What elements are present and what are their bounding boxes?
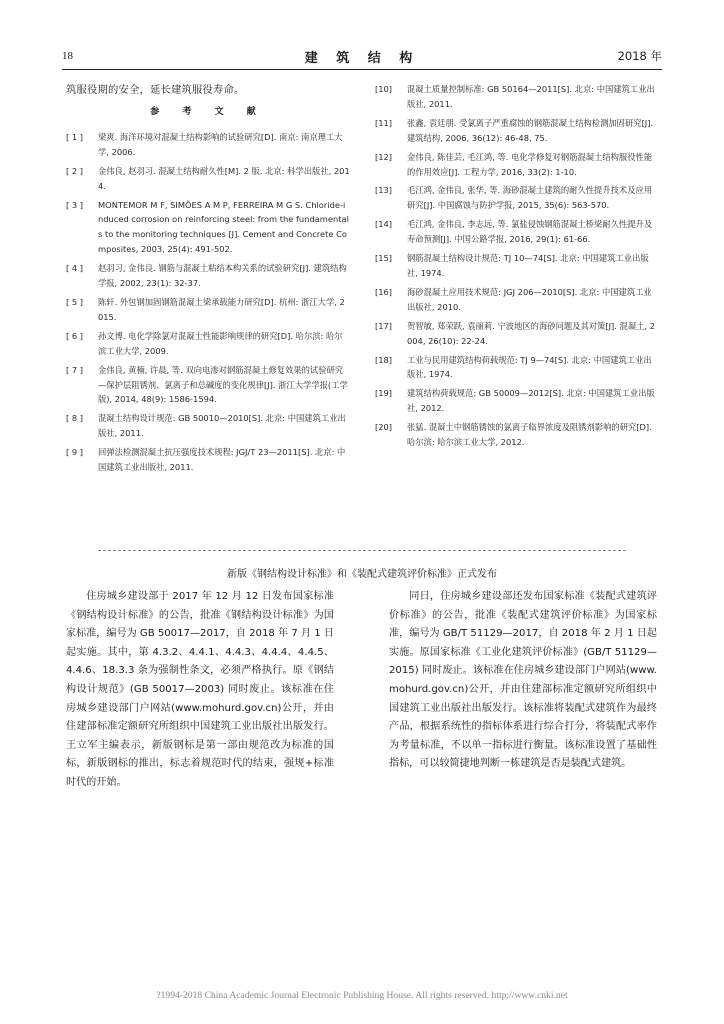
reference-number: [20] — [375, 422, 393, 433]
reference-item — [375, 285, 659, 315]
reference-item — [375, 150, 659, 180]
reference-number: [ 1 ] — [66, 131, 84, 142]
reference-item — [66, 164, 350, 194]
reference-item — [66, 130, 350, 160]
news-title: 新版《钢结构设计标准》和《装配式建筑评价标准》正式发布 — [227, 569, 497, 580]
reference-number: [ 4 ] — [66, 263, 84, 274]
reference-text: MONTEMOR M F, SIMÕES A M P, FERREIRA M G S. Chloride-induced corrosion on reinforcing steel: from the fundamentals to the monitoring techniques [J]. Cement and Concrete Composites, 2003, 25(4): 491-502. — [98, 199, 349, 255]
reference-text: 建筑结构荷载规范: GB 50009—2012[S]. 北京: 中国建筑工业出版社, 2012. — [407, 388, 655, 414]
reference-item — [66, 363, 350, 408]
journal-year: 2018 年 — [617, 49, 662, 63]
news-paragraph-right: 同日，住房城乡建设部还发布国家标准《装配式建筑评价标准》的公告，批准《装配式建筑评价标准》为国家标准，编号为 GB/T 51129—2017，自 2018 年 2 月 1 日起实施。原国家标准《工业化建筑评价标准》(GB/T 51129—2015) 同时废止。该标准在住房城乡建设部门户网站(www.mohurd.gov.cn)公开，并由住建部标准定额研究所组织中国建筑工业出版社出版发行。该标准将装配式建筑作为最终产品，根据系统性的指标体系进行综合打分，将装配式率作为考量标准，不以单一指标进行衡量。该标准设置了基础性指标，可以较简捷地判断一栋建筑是否是装配式建筑。 — [389, 591, 657, 770]
references-list-left — [66, 130, 350, 475]
reference-text: 赵羽习, 金伟良. 钢筋与混凝土粘结本构关系的试验研究[J]. 建筑结构学报, 2002, 23(1): 32-37. — [98, 263, 347, 289]
reference-text: 张猛. 混凝土中钢筋锈蚀的氯离子临界浓度及阻锈剂影响的研究[D]. 哈尔滨: 哈尔滨工业大学, 2012. — [407, 422, 652, 448]
reference-text: 钢筋混凝土结构设计规范: TJ 10—74[S]. 北京: 中国建筑工业出版社, 1974. — [407, 253, 649, 278]
reference-number: [13] — [375, 185, 393, 196]
reference-number: [ 5 ] — [66, 296, 84, 307]
reference-text: 回弹法检测混凝土抗压强度技术规程: JGJ/T 23—2011[S]. 北京: 中国建筑工业出版社, 2011. — [98, 447, 346, 473]
reference-text: 混凝土结构设计规范: GB 50010—2010[S]. 北京: 中国建筑工业出版社, 2011. — [98, 413, 346, 439]
reference-number: [ 6 ] — [66, 330, 84, 341]
news-paragraph-left: 住房城乡建设部于 2017 年 12 月 12 日发布国家标准《钢结构设计标准》的公告，批准《钢结构设计标准》为国家标准，编号为 GB 50017—2017，自 2018 年 7 月 1 日起实施。其中，第 4.3.2、4.4.1、4.4.3、4.4.4、4.4.5、4.4.6、18.3.3 条为强制性条文，必须严格执行。原《钢结构设计规范》(GB 50017—2003) 同时废止。该标准在住房城乡建设部门户网站(www.mohurd.gov.cn)公开，并由住建部标准定额研究所组织中国建筑工业出版社出版发行。王立军主编表示，新版钢标是第一部由规范改为标准的国标，新版钢标的推出，标志着规范时代的结束，强规+标准时代的开始。 — [66, 591, 334, 788]
section-divider — [98, 550, 626, 551]
copyright-footer: ?1994-2018 China Academic Journal Electronic Publishing House. All rights reserved. http://www.cnki.net — [156, 990, 568, 1001]
reference-number: [11] — [375, 117, 393, 128]
reference-item — [375, 386, 659, 416]
reference-item — [66, 198, 350, 258]
reference-number: [ 7 ] — [66, 364, 84, 375]
header-rule — [62, 69, 662, 70]
reference-text: 毛江鸿, 金伟良, 李志远, 等. 氯盐侵蚀钢筋混凝土桥梁耐久性提升及寿命预测[J]. 中国公路学报, 2016, 29(1): 61-66. — [407, 219, 653, 245]
right-column — [375, 82, 659, 454]
reference-text: 毛江鸿, 金伟良, 张华, 等. 海砂混凝土建筑的耐久性提升技术及应用研究[J]. 中国腐蚀与防护学报, 2015, 35(6): 563-570. — [407, 185, 653, 211]
reference-number: [ 8 ] — [66, 413, 84, 424]
reference-text: 混凝土质量控制标准: GB 50164—2011[S]. 北京: 中国建筑工业出版社, 2011. — [407, 84, 655, 109]
reference-item — [375, 183, 659, 213]
reference-number: [16] — [375, 286, 393, 297]
reference-number: [19] — [375, 388, 393, 399]
reference-item — [66, 329, 350, 359]
reference-item — [375, 420, 659, 450]
reference-text: 梁爽. 海洋环境对混凝土结构影响的试验研究[D]. 南京: 南京理工大学, 2006. — [98, 131, 343, 157]
reference-item — [375, 251, 659, 281]
reference-number: [10] — [375, 84, 393, 94]
references-list-right — [375, 82, 659, 450]
reference-text: 孙文博. 电化学除氯对混凝土性能影响规律的研究[D]. 哈尔滨: 哈尔滨工业大学, 2009. — [98, 330, 343, 356]
reference-item — [66, 261, 350, 291]
reference-text: 贺智敏, 郑荣跃, 袁丽莉. 宁波地区的海砂问题及其对策[J]. 混凝土, 2004, 26(10): 22-24. — [407, 320, 655, 346]
reference-text: 工业与民用建筑结构荷载规范: TJ 9—74[S]. 北京: 中国建筑工业出版社, 1974. — [407, 354, 652, 380]
reference-number: [17] — [375, 320, 393, 331]
reference-text: 陈轩. 外包钢加固钢筋混凝土梁承载能力研究[D]. 杭州: 浙江大学, 2015. — [98, 296, 345, 322]
intro-text: 筑服役期的安全，延长建筑服役寿命。 — [66, 84, 245, 96]
page-header — [62, 44, 662, 66]
reference-item — [375, 217, 659, 247]
reference-text: 金伟良, 陈佳芸, 毛江鸿, 等. 电化学修复对钢筋混凝土结构服役性能的作用效应[J]. 工程力学, 2016, 33(2): 1-10. — [407, 151, 653, 177]
reference-text: 张鑫, 袁廷朋. 受氯离子严重腐蚀的钢筋混凝土结构检测加固研究[J]. 建筑结构, 2006, 36(12): 46-48, 75. — [407, 117, 654, 143]
reference-text: 金伟良, 赵羽习. 混凝土结构耐久性[M]. 2 版. 北京: 科学出版社, 2014. — [98, 165, 350, 191]
reference-item — [375, 82, 659, 112]
reference-item — [375, 116, 659, 146]
journal-title: 建 筑 结 构 — [304, 51, 420, 66]
reference-item — [66, 445, 350, 475]
reference-item — [66, 295, 350, 325]
reference-text: 海砂混凝土应用技术规范: JGJ 206—2010[S]. 北京: 中国建筑工业出版社, 2010. — [407, 286, 652, 312]
references-heading: 参 考 文 献 — [150, 107, 266, 117]
reference-number: [ 9 ] — [66, 447, 84, 458]
reference-number: [15] — [375, 253, 393, 264]
reference-number: [14] — [375, 219, 393, 230]
left-column — [66, 82, 350, 479]
reference-text: 金伟良, 黄楠, 许晨, 等. 双向电渗对钢筋混凝土修复效果的试验研究—保护层阻锈剂、氯离子和总碱度的变化规律[J]. 浙江大学学报(工学版), 2014, 48(9): 1586-1594. — [98, 364, 348, 405]
reference-item — [66, 411, 350, 441]
reference-item — [375, 353, 659, 383]
reference-number: [18] — [375, 354, 393, 365]
page-number: 18 — [62, 50, 73, 62]
reference-number: [ 3 ] — [66, 199, 84, 210]
reference-item — [375, 319, 659, 349]
reference-number: [12] — [375, 151, 393, 162]
reference-number: [ 2 ] — [66, 165, 84, 176]
